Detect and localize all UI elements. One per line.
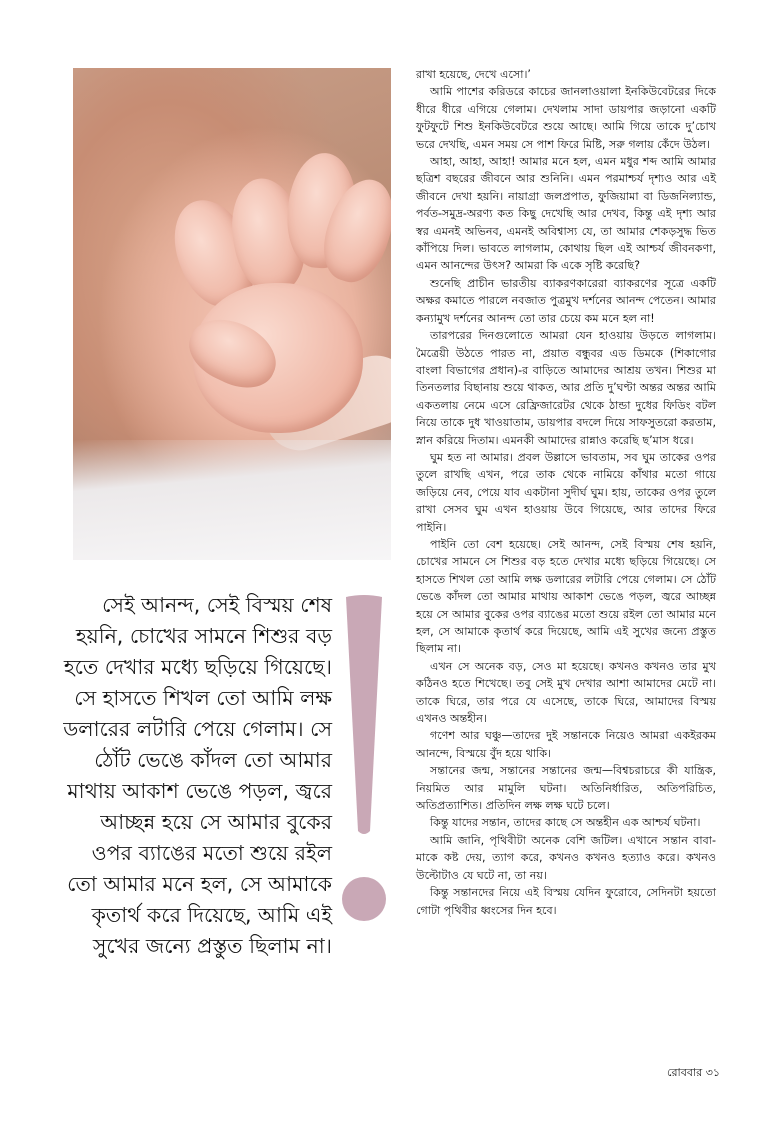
white-cloth — [73, 440, 391, 560]
article-body — [416, 66, 716, 919]
body-paragraph: শুনেছি প্রাচীন ভারতীয় ব্যাকরণকারেরা ব্যাকরণের সূত্রে একটি অক্ষর কমাতে পারলে নবজাত পুত্রমুখ দর্শনের আনন্দ পেতেন। আমার কন্যামুখ দর্শনের আনন্দ তো তার চেয়ে কম মনে হল না! — [416, 276, 716, 325]
exclamation-dot — [342, 877, 386, 921]
body-paragraph: রাখা হয়েছে, দেখে এসো।’ — [416, 68, 531, 81]
body-paragraph: তারপরের দিনগুলোতে আমরা যেন হাওয়ায় উড়তে লাগলাম। মৈত্রেয়ী উঠতে পারত না, প্রয়াত বন্ধুবর এড ডিমকে (শিকাগোর বাংলা বিভাগের প্রধান)-র বাড়িতে আমাদের আশ্রয় তখন। শিশুর মা তিনতলার বিছানায় শুয়ে থাকত, আর প্রতি দু’ঘণ্টা অন্তর অন্তর আমি একতলায় নেমে এসে রেফ্রিজারেটর থেকে ঠান্ডা দুধের ফিডিং বটল নিয়ে তাকে দুধ খাওয়াতাম, ডায়পার বদলে দিয়ে সাফসুতরো করতাম, স্নান করিয়ে দিতাম। এমনকী আমাদের রান্নাও করেছি ছ’মাস ধরে। — [416, 329, 716, 447]
baby-hand-photo — [73, 68, 391, 560]
exclamation-bar — [346, 595, 382, 834]
body-paragraph: সন্তানের জন্ম, সন্তানের সন্তানের জন্ম—বিশ্বচরাচরে কী যান্ত্রিক, নিয়মিত আর মামুলি ঘটনা। অতিনির্ধারিত, অতিপরিচিত, অতিপ্রত্যাশিত। প্রতিদিন লক্ষ লক্ষ ঘটে চলে। — [416, 764, 716, 813]
body-paragraph: পাইনি তো বেশ হয়েছে। সেই আনন্দ, সেই বিস্ময় শেষ হয়নি, চোখের সামনে সে শিশুর বড় হতে দেখার মধ্যে ছড়িয়ে গিয়েছে। সে হাসতে শিখল তো আমি লক্ষ ডলারের লটারি পেয়ে গেলাম। সে ঠোঁট ভেঙে কাঁদল তো আমার মাথায় আকাশ ভেঙে পড়ল, জ্বরে আচ্ছন্ন হয়ে সে আমার বুকের ওপর ব্যাঙের মতো শুয়ে রইল তো আমার মনে হল, সে আমাকে কৃতার্থ করে দিয়েছে, আমি এই সুখের জন্যে প্রস্তুত ছিলাম না। — [416, 537, 716, 656]
body-paragraph: আহা, আহা, আহা! আমার মনে হল, এমন মধুর শব্দ আমি আমার ছত্রিশ বছরের জীবনে আর শুনিনি। এমন পরমাশ্চর্য দৃশ্যও আর এই জীবনে দেখা হয়নি। নায়াগ্রা জলপ্রপাত, ফুজিয়ামা বা ডিজনিল্যান্ড, পর্বত-সমুদ্র-অরণ্য কত কিছু দেখেছি আর দেখব, কিন্তু এই দৃশ্য আর স্বর এমনই অভিনব, এমনই অবিশ্বাস্য যে, তা আমার শেকড়সুদ্ধ ভিত কাঁপিয়ে দিল। ভাবতে লাগলাম, কোথায় ছিল এই আশ্চর্য জীবনকণা, এমন আনন্দের উৎস? আমরা কি একে সৃষ্টি করেছি? — [416, 155, 716, 273]
body-paragraph: এখন সে অনেক বড়, সেও মা হয়েছে। কখনও কখনও তার মুখ কঠিনও হতে শিখেছে। তবু সেই মুখ দেখার আশা আমাদের মেটে না। তাকে ঘিরে, তার পরে যে এসেছে, তাকে ঘিরে, আমাদের বিস্ময় এখনও অন্তহীন। — [416, 659, 716, 726]
body-paragraph: আমি পাশের করিডরে কাচের জানলাওয়ালা ইনকিউবেটরের দিকে ধীরে ধীরে এগিয়ে গেলাম। দেখলাম সাদা ডায়পার জড়ানো একটি ফুটফুটে শিশু ইনকিউবেটরে শুয়ে আছে। আমি গিয়ে তাকে দু’চোখ ভরে দেখছি, এমন সময় সে পাশ ফিরে মিষ্টি, সরু গলায় কেঁদে উঠল। — [416, 85, 716, 151]
body-paragraph: কিন্তু যাদের সন্তান, তাদের কাছে সে অন্তহীন এক আশ্চর্য ঘটনা। — [430, 816, 701, 830]
exclamation-mark-graphic — [340, 593, 388, 943]
pull-quote: সেই আনন্দ, সেই বিস্ময় শেষ হয়নি, চোখের সামনে শিশুর বড় হতে দেখার মধ্যে ছড়িয়ে গিয়েছে। সে হাসতে শিখল তো আমি লক্ষ ডলারের লটারি পেয়ে গেলাম। সে ঠোঁট ভেঙে কাঁদল তো আমার মাথায় আকাশ ভেঙে পড়ল, জ্বরে আচ্ছন্ন হয়ে সে আমার বুকের ওপর ব্যাঙের মতো শুয়ে রইল তো আমার মনে হল, সে আমাকে কৃতার্থ করে দিয়েছে, আমি এই সুখের জন্যে প্রস্তুত ছিলাম না। — [63, 593, 332, 958]
body-paragraph: গণেশ আর ঘঞ্চু—তাদের দুই সন্তানকে নিয়েও আমরা একইরকম আনন্দে, বিস্ময়ে বুঁদ হয়ে থাকি। — [416, 729, 716, 760]
body-paragraph: কিন্তু সন্তানদের নিয়ে এই বিস্ময় যেদিন ফুরোবে, সেদিনটা হয়তো গোটা পৃথিবীর ধ্বংসের দিন হবে। — [416, 886, 716, 917]
page-footer: রোববার ৩১ — [667, 1066, 720, 1079]
body-paragraph: আমি জানি, পৃথিবীটা অনেক বেশি জটিল। এখানে সন্তান বাবা-মাকে কষ্ট দেয়, ত্যাগ করে, কখনও কখনও হত্যাও করে। কখনও উল্টোটাও যে ঘটে না, তা নয়। — [416, 833, 716, 882]
body-paragraph: ঘুম হত না আমার। প্রবল উল্লাসে ভাবতাম, সব ঘুম তাকের ওপর তুলে রাখছি এখন, পরে তাক থেকে নামিয়ে কাঁথার মতো গায়ে জড়িয়ে নেব, পেয়ে যাব একটানা সুদীর্ঘ ঘুম। হায়, তাকের ওপর তুলে রাখা সেসব ঘুম এখন হাওয়ায় উবে গিয়েছে, আর তাদের ফিরে পাইনি। — [416, 450, 716, 534]
